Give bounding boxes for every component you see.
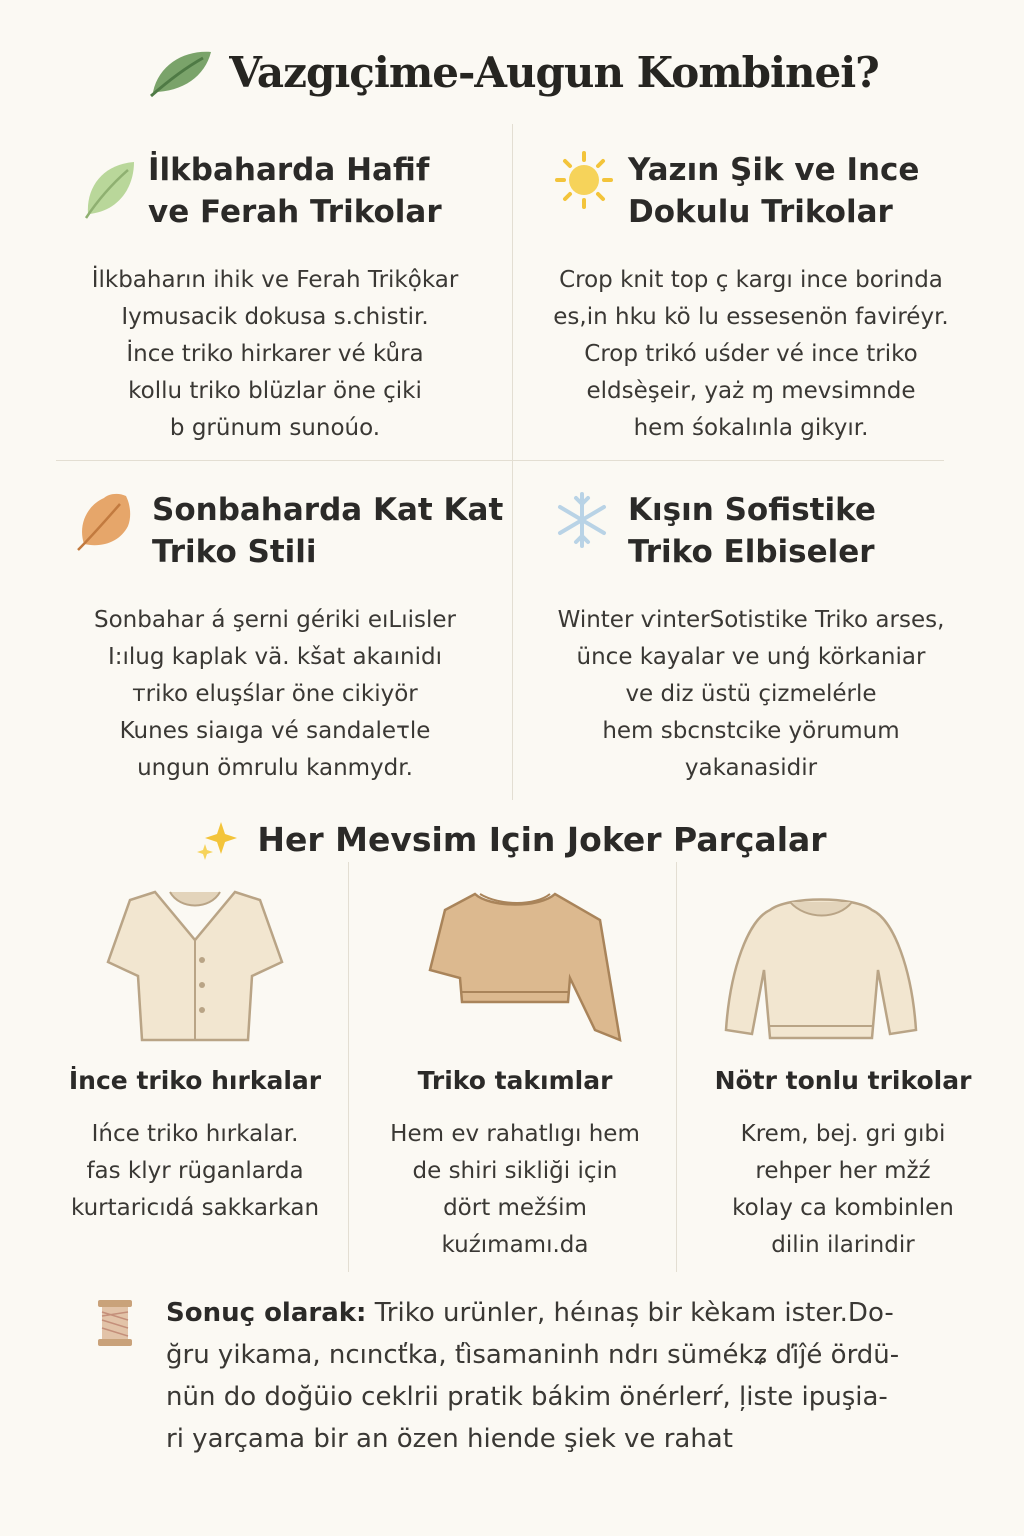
joker-section-header bbox=[0, 818, 1024, 860]
cropped-sweater-icon bbox=[350, 880, 680, 1050]
page-header bbox=[0, 46, 1024, 98]
season-title-line1: Kışın Sofistike bbox=[628, 492, 876, 528]
thread-spool-icon bbox=[92, 1298, 138, 1348]
season-title-line2: Triko Elbiseler bbox=[628, 534, 875, 570]
joker-item-description: Ińce triko hırkalar. fas klyr rüganlarda kurtaricıdá sakkarkan bbox=[70, 1121, 320, 1221]
season-card-header bbox=[40, 150, 510, 240]
cardigan-icon bbox=[30, 880, 360, 1050]
leaf-logo-icon bbox=[145, 46, 215, 98]
joker-item-description: Krem, bej. gri gıbi rehper her mžź kolay ca kombinlen dilin ilarindir bbox=[732, 1121, 954, 1258]
season-grid-divider-horizontal bbox=[56, 460, 944, 461]
season-title-line2: Triko Stili bbox=[152, 534, 317, 570]
snowflake-icon bbox=[554, 490, 610, 550]
season-description: Sonbahar á şerni gériki eıLıisler I:ılug kaplak vä. kšat akaınidı ᴛriko eluşślar öne cikiyör Kunes siaıga vé sandaleτle ungun ömrulu kanmydr. bbox=[94, 607, 456, 781]
season-card-header bbox=[516, 490, 986, 580]
season-description: İlkbaharın ihik ve Ferah Trikộkar Iymusacik dokusa s.chistir. İnce triko hirkarer vé kůra kollu triko blüzlar öne çiki b grünum sunoúo. bbox=[91, 267, 459, 441]
leaf-icon bbox=[80, 156, 138, 220]
joker-item-description: Hem ev rahatlıgı hem de shiri sikliği için dört mežśim kuźımamı.da bbox=[390, 1121, 640, 1258]
season-title-line2: ve Ferah Trikolar bbox=[148, 194, 442, 230]
conclusion-text bbox=[166, 1292, 962, 1460]
sun-icon bbox=[554, 150, 614, 210]
season-card-header bbox=[516, 150, 986, 240]
joker-item-title: Triko takımlar bbox=[417, 1066, 613, 1095]
conclusion-body: Triko urünler, héınaș bir kèkam ister.Do- ğru yikama, ncıncťka, ťìsamaninh ndrı sümékʑ ďiĵé ördü- nün do doğüio ceklrii pratik bákim önérlerŕ, l̦iste ipuşia- ri yarçama bir an özen hiende şiek ve rahat bbox=[166, 1298, 900, 1454]
season-title-line1: İlkbaharda Hafif bbox=[148, 152, 430, 188]
autumn-leaf-icon bbox=[74, 490, 136, 552]
page-title: Vazgıçime-Augun Kombinei? bbox=[229, 47, 879, 97]
season-title-line1: Sonbaharda Kat Kat bbox=[152, 492, 504, 528]
season-description: Winter ѵinterSotistike Triko arses, ünce kayalar ve unģ körkaniar ve diz üstü çizmelérle hem sbcnstcike yörumum yakanasidir bbox=[557, 607, 945, 781]
season-title-line2: Dokulu Trikolar bbox=[628, 194, 893, 230]
joker-item-title: Nötr tonlu trikolar bbox=[714, 1066, 972, 1095]
season-description: Crop knit top ç kargı ince borinda es,in hku kö lu essesenön faviréyr. Crop trikó uśder vé ince triko eldsèşeir, yaż ɱ mevsimnde hem śokalınla gikyır. bbox=[553, 267, 949, 441]
season-grid-divider-vertical bbox=[512, 124, 513, 800]
season-title-line1: Yazın Şik ve Ince bbox=[628, 152, 920, 188]
conclusion-section bbox=[92, 1292, 962, 1460]
joker-item-title: İnce triko hırkalar bbox=[68, 1066, 322, 1095]
season-card-header bbox=[40, 490, 510, 580]
sweater-icon bbox=[678, 880, 1008, 1050]
conclusion-lead: Sonuç olarak: bbox=[166, 1298, 367, 1328]
sparkles-icon bbox=[197, 818, 239, 860]
joker-section-title: Her Mevsim Için Joker Parçalar bbox=[257, 819, 827, 859]
